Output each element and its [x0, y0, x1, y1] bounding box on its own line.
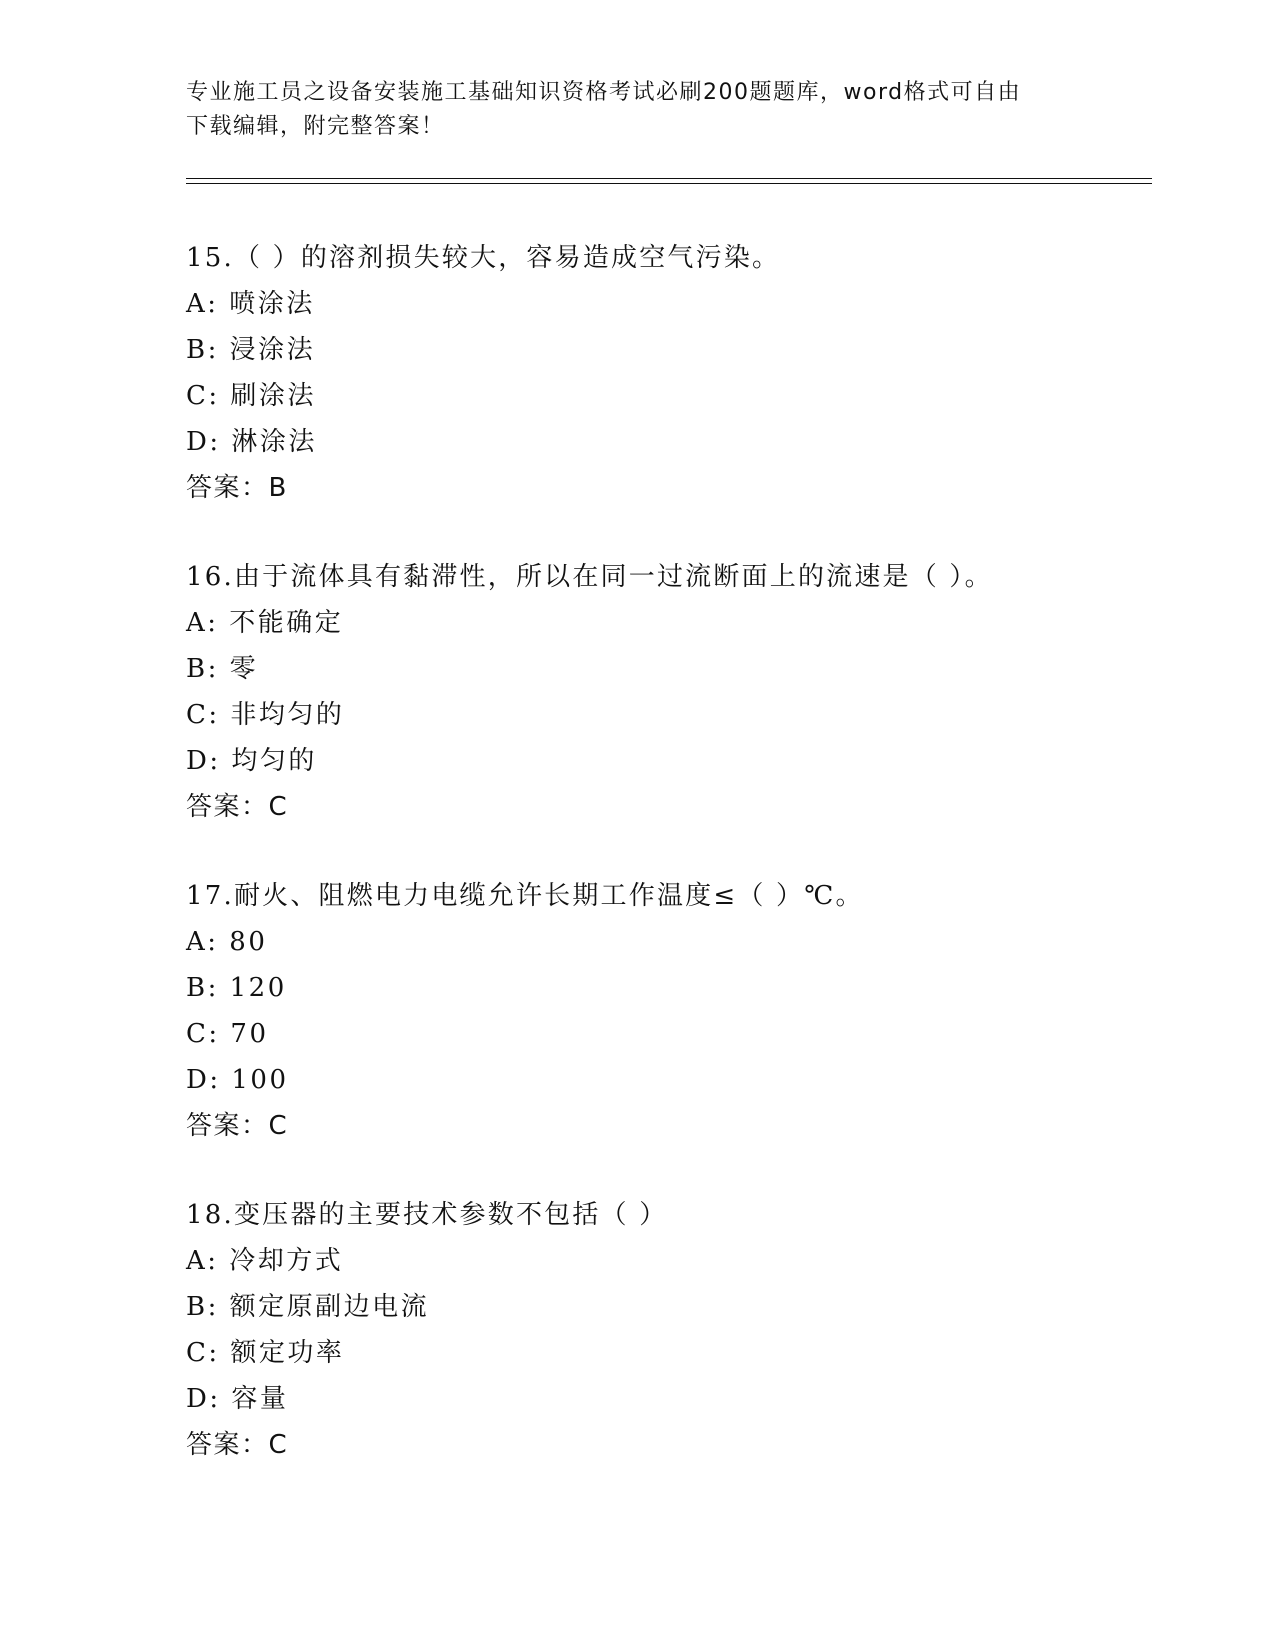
option-d: D: 淋涂法 [186, 427, 317, 457]
option-b: B: 额定原副边电流 [186, 1292, 430, 1322]
question-18 [186, 1192, 1166, 1468]
document-header [186, 76, 1086, 144]
option-a: A: 冷却方式 [186, 1246, 344, 1276]
question-17 [186, 873, 1166, 1149]
option-d: D: 均匀的 [186, 746, 317, 776]
question-stem: 18.变压器的主要技术参数不包括（ ） [186, 1200, 668, 1230]
answer: 答案：C [186, 792, 289, 822]
answer: 答案：C [186, 1430, 289, 1460]
option-a: A: 喷涂法 [186, 289, 315, 319]
header-divider-bottom [186, 183, 1152, 184]
question-16 [186, 554, 1166, 830]
option-a: A: 80 [186, 927, 268, 957]
option-a: A: 不能确定 [186, 608, 344, 638]
header-line-1: 专业施工员之设备安装施工基础知识资格考试必刷200题题库，word格式可自由 [186, 80, 1022, 105]
option-b: B: 120 [186, 973, 287, 1003]
option-d: D: 容量 [186, 1384, 289, 1414]
answer: 答案：C [186, 1111, 289, 1141]
option-c: C: 70 [186, 1019, 269, 1049]
option-b: B: 零 [186, 654, 259, 684]
option-b: B: 浸涂法 [186, 335, 316, 365]
option-c: C: 非均匀的 [186, 700, 345, 730]
option-c: C: 额定功率 [186, 1338, 345, 1368]
header-line-2: 下载编辑，附完整答案！ [186, 114, 445, 139]
question-stem: 15.（ ）的溶剂损失较大，容易造成空气污染。 [186, 243, 781, 273]
answer: 答案：B [186, 473, 288, 503]
option-c: C: 刷涂法 [186, 381, 316, 411]
question-stem: 17.耐火、阻燃电力电缆允许长期工作温度≤（ ）℃。 [186, 881, 864, 911]
option-d: D: 100 [186, 1065, 289, 1095]
question-15 [186, 235, 1166, 511]
question-stem: 16.由于流体具有黏滞性，所以在同一过流断面上的流速是（ ）。 [186, 562, 993, 592]
header-divider-top [186, 178, 1152, 179]
